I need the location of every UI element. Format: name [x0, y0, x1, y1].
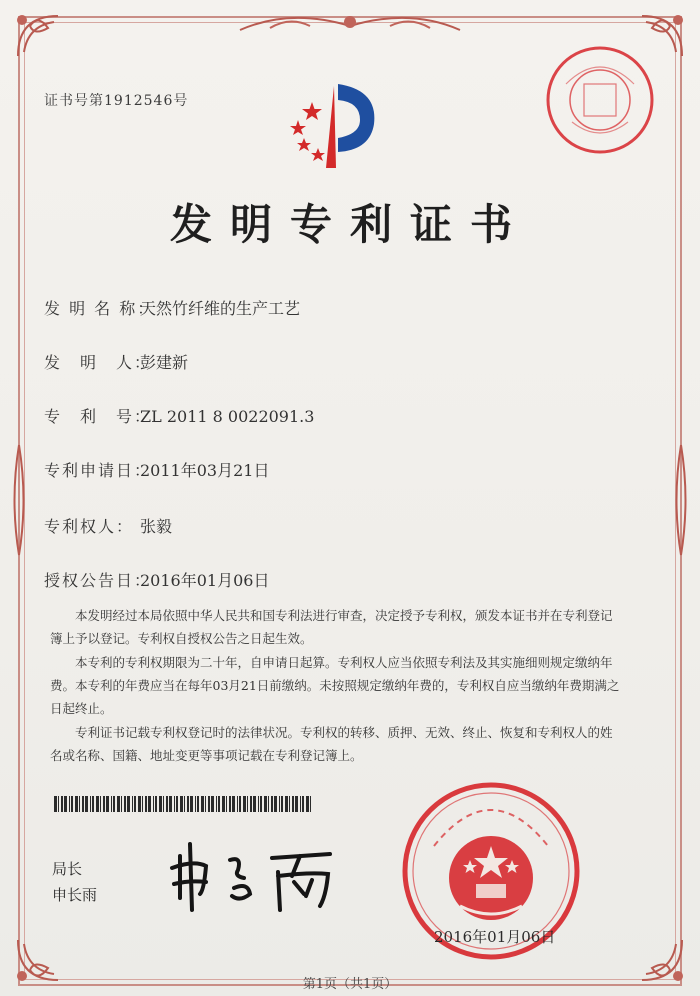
- page-footer: 第1页（共1页）: [302, 977, 398, 992]
- barcode-bar: [166, 796, 168, 812]
- director-title: 局长: [52, 860, 83, 878]
- invention-name-field: [44, 296, 300, 319]
- application-date-value: 2011年03月21日: [140, 461, 270, 480]
- body-paragraph-1: 本发明经过本局依照中华人民共和国专利法进行审查，决定授予专利权，颁发本证书并在专利登记簿上予以登记。专利权自授权公告之日起生效。: [50, 608, 613, 646]
- invention-name-value: 天然竹纤维的生产工艺: [140, 299, 301, 318]
- barcode-bar: [268, 796, 269, 812]
- top-center-ornament: [230, 6, 470, 40]
- left-side-ornament: [8, 440, 30, 560]
- barcode-bar: [132, 796, 133, 812]
- barcode-bar: [106, 796, 109, 812]
- body-paragraph-3: 专利证书记载专利权登记时的法律状况。专利权的转移、质押、无效、终止、恢复和专利权人的姓名或名称、国籍、地址变更等事项记载在专利登记簿上。: [50, 725, 613, 763]
- patent-number-field: [44, 404, 314, 427]
- grant-date-label: 授权公告日：: [44, 571, 153, 590]
- barcode-bar: [124, 796, 126, 812]
- patent-number-value: ZL 2011 8 0022091.3: [140, 407, 315, 426]
- inventor-value: 彭建新: [140, 353, 189, 372]
- barcode-bar: [155, 796, 157, 812]
- barcode-bar: [237, 796, 238, 812]
- barcode-bar: [201, 796, 204, 812]
- barcode-bar: [75, 796, 78, 812]
- page-title: 发明专利证书: [169, 200, 530, 249]
- barcode-bar: [279, 796, 280, 812]
- barcode: [54, 796, 314, 812]
- barcode-bar: [71, 796, 73, 812]
- barcode-bar: [96, 796, 99, 812]
- barcode-bar: [300, 796, 301, 812]
- barcode-bar: [90, 796, 91, 812]
- barcode-bar: [61, 796, 63, 812]
- barcode-bar: [250, 796, 252, 812]
- barcode-bar: [195, 796, 196, 812]
- barcode-bar: [148, 796, 151, 812]
- barcode-bar: [111, 796, 112, 812]
- barcode-bar: [159, 796, 162, 812]
- application-date-field: [44, 458, 269, 481]
- barcode-bar: [295, 796, 298, 812]
- barcode-bar: [69, 796, 70, 812]
- barcode-bar: [103, 796, 105, 812]
- sipo-logo-icon: [276, 80, 386, 176]
- barcode-bar: [218, 796, 220, 812]
- barcode-bar: [145, 796, 147, 812]
- barcode-bar: [208, 796, 210, 812]
- barcode-bar: [239, 796, 241, 812]
- barcode-bar: [134, 796, 136, 812]
- barcode-bar: [121, 796, 122, 812]
- patentee-field: [44, 514, 172, 537]
- patent-number-label: 专 利 号：: [44, 407, 153, 426]
- barcode-bar: [229, 796, 231, 812]
- barcode-bar: [302, 796, 304, 812]
- barcode-bar: [58, 796, 59, 812]
- barcode-bar: [310, 796, 311, 812]
- barcode-bar: [226, 796, 227, 812]
- patentee-value: 张毅: [140, 517, 173, 536]
- barcode-bar: [264, 796, 267, 812]
- barcode-bar: [54, 796, 57, 812]
- grant-date-field: [44, 568, 269, 591]
- barcode-bar: [258, 796, 259, 812]
- barcode-bar: [79, 796, 80, 812]
- barcode-bar: [127, 796, 130, 812]
- director-name: 申长雨: [52, 886, 98, 904]
- barcode-bar: [260, 796, 262, 812]
- barcode-bar: [153, 796, 154, 812]
- barcode-bar: [169, 796, 172, 812]
- barcode-bar: [281, 796, 283, 812]
- barcode-bar: [82, 796, 84, 812]
- inventor-field: [44, 350, 188, 373]
- right-side-ornament: [670, 440, 692, 560]
- director-block: [52, 856, 97, 908]
- barcode-bar: [187, 796, 189, 812]
- barcode-bar: [243, 796, 246, 812]
- barcode-bar: [174, 796, 175, 812]
- barcode-bar: [142, 796, 143, 812]
- barcode-bar: [285, 796, 288, 812]
- inventor-label: 发 明 人：: [44, 353, 153, 372]
- director-signature: [160, 836, 360, 916]
- grant-date-value: 2016年01月06日: [140, 571, 270, 590]
- patentee-label: 专利权人：: [44, 517, 135, 536]
- barcode-bar: [306, 796, 309, 812]
- barcode-bar: [163, 796, 164, 812]
- barcode-bar: [138, 796, 141, 812]
- barcode-bar: [92, 796, 94, 812]
- barcode-bar: [176, 796, 178, 812]
- barcode-bar: [211, 796, 214, 812]
- barcode-bar: [216, 796, 217, 812]
- issue-date: 2016年01月06日: [434, 928, 556, 946]
- barcode-bar: [232, 796, 235, 812]
- barcode-bar: [117, 796, 120, 812]
- certificate-number: 证书号第1912546号: [44, 93, 189, 109]
- invention-name-label: 发 明 名 称：: [44, 299, 156, 318]
- barcode-bar: [271, 796, 273, 812]
- body-paragraph-2: 本专利的专利权期限为二十年，自申请日起算。专利权人应当依照专利法及其实施细则规定缴纳年费。本专利的年费应当在每年03月21日前缴纳。未按照规定缴纳年费的，专利权自应当缴纳年费期满之日起终止。: [50, 655, 620, 716]
- certificate-body: [50, 604, 624, 768]
- barcode-bar: [253, 796, 256, 812]
- barcode-bar: [289, 796, 290, 812]
- barcode-bar: [205, 796, 206, 812]
- barcode-bar: [184, 796, 185, 812]
- barcode-bar: [190, 796, 193, 812]
- barcode-bar: [222, 796, 225, 812]
- barcode-bar: [197, 796, 199, 812]
- barcode-bar: [100, 796, 101, 812]
- corner-ornament-top-left: [8, 6, 78, 66]
- barcode-bar: [113, 796, 115, 812]
- barcode-bar: [85, 796, 88, 812]
- tax-seal-stamp: [544, 44, 656, 156]
- application-date-label: 专利申请日：: [44, 461, 153, 480]
- barcode-bar: [274, 796, 277, 812]
- barcode-bar: [64, 796, 67, 812]
- barcode-bar: [180, 796, 183, 812]
- barcode-bar: [247, 796, 248, 812]
- barcode-bar: [292, 796, 294, 812]
